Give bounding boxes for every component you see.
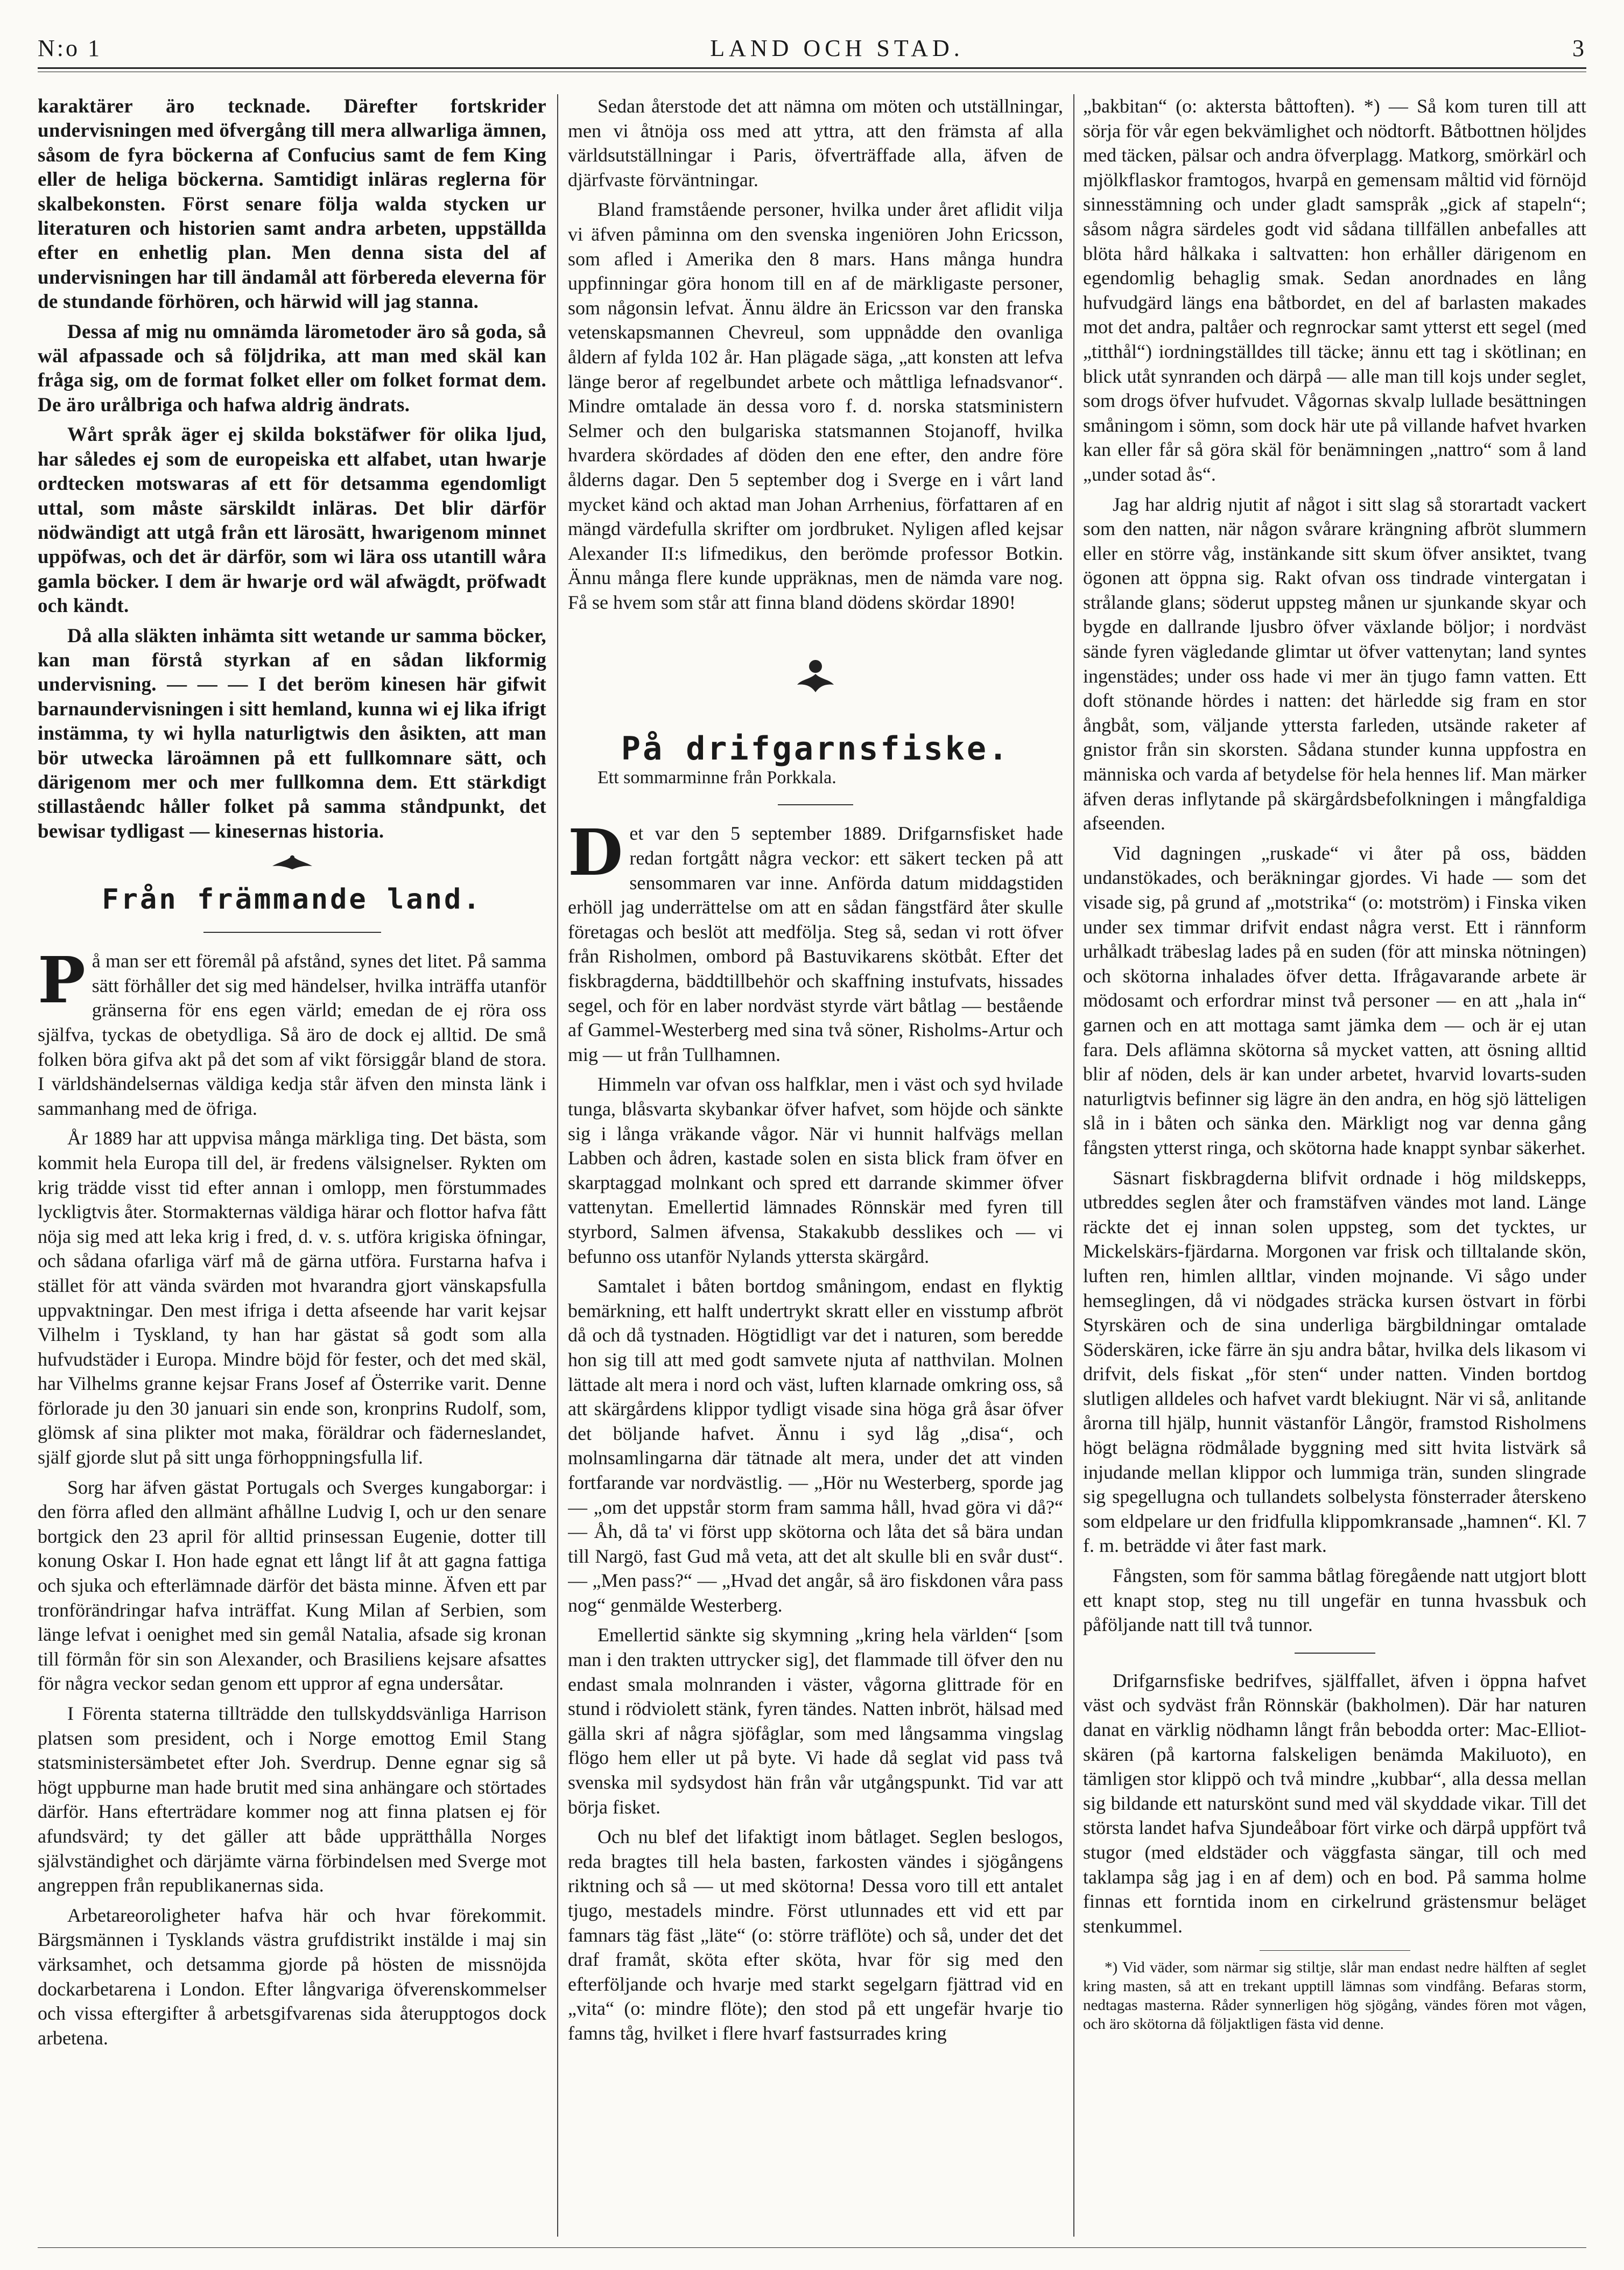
paragraph: I Förenta staterna tillträdde den tullskyddsvänliga Harrison platsen som president, och i Norge emottog Emil Stang statsministersämbetet efter Joh. Sverdrup. Denne egnar sig så högt uppburne man hade brutit med sina anhängare och störtades därför. Hans efterträdare kommer nog att finna platsen ej för afundsvärd; ty det gäller att både upprätthålla Norges självständighet och därjämte värna förbindelsen med Sverge mot angreppen från republikanernas sida. <box>38 1703 546 1896</box>
drop-cap: P <box>38 943 86 1018</box>
issue-number: N:o 1 <box>38 34 102 61</box>
paragraph: Säsnart fiskbragderna blifvit ordnade i hög mildskepps, utbreddes seglen åter och framstäfven vändes mot land. Länge räckte det ej innan solen uppsteg, som det tycktes, ur Mickelskärs-fjärdarna. Morgonen var frisk och tilltalande skön, luften ren, himlen alltlar, vinden mojnande. Vi sågo under hemseglingen, då vi nödgades sträcka kursen östvart in förbi Styrskären och de sina underliga bärgbildningar omtalade Söderskären, icke färre än sju andra båtar, hvilka dels likasom vi drifvit, dels fiskat „för sten“ under natten. Vinden bortdog slutligen alldeles och hafvet vardt blekiugnt. När vi så, anlitande årorna till hjälp, hunnit västanför Långör, framstod Risholmens högt belägna rödmålade byggning med sitt hvita listvärk så injudande mellan klippor och lummiga trän, sunden slingrade sig spegellugna och tullandets solbelysta fönsterrader återskeno som eldpelare ur den fridfulla klippomkransade „hamnen“. Kl. 7 f. m. beträdde vi åter fast mark. <box>1083 1166 1586 1557</box>
section-title: Från främmande land. <box>102 883 482 916</box>
column-divider <box>557 94 558 2237</box>
paragraph: Drifgarnsfiske bedrifves, själffallet, äfven i öppna hafvet väst och sydväst från Rönnskär (bakholmen). Där har naturen danat en värklig nödhamn långt från bebodda orter: Mac-Elliot-skären (på kartorna falskeligen benämda Makiluoto), en tämligen stor klippö och två mindre „kubbar“, alla dessa mellan sig bildande ett naturskönt sund med väl skyddade vikar. Till det största landet hafva Sjundeåboar fört virke och därpå uppfört två stugor (med eldstäder och väggfasta sängar, till och med taklampa såg jag i en af dem) och en bod. På samma holme finnas ett forntida inom en cirkelrund grästensmur beläget stenkummel. <box>1083 1669 1586 1937</box>
story-text-continued <box>1083 94 1586 1938</box>
paragraph: Fångsten, som för samma båtlag föregående natt utgjort blott ett knapt stop, steg nu till ungefär en tunna hvassbuk och påföljande natt till två tunnor. <box>1083 1565 1586 1636</box>
footnote-rule <box>1260 1950 1410 1951</box>
fraktur-article <box>38 94 546 844</box>
footnote: *) Vid väder, som närmar sig stiltje, slår man endast nedre hälften af seglet kring masten, så att en trekant upptill lämnas som vindfång. Befaras storm, nedtagas masterna. Råder synnerligen hög sjögång, vändes fören mot vågen, och äro skötorna då följaktligen fästa vid denne. <box>1083 1959 1586 2033</box>
paragraph: Och nu blef det lifaktigt inom båtlaget. Seglen beslogos, reda bragtes till hela basten, farkosten vändes i sjögångens riktning och så — ut med skötorna! Dessa voro till ett antalet tjugo, mestadels mindre. Först utlunnades ett vid ett par famnars täg fäst „läte“ (o: större träflöte) och så, under det det draf framåt, sköta efter sköta, hvar för sig med den efterföljande och hvarje med starkt segelgarn fjättrad vid en „vita“ (o: mindre flöte); den stod på ett ungefär hvarje tio famns tåg, hvilket i flere hvarf fastsurrades kring <box>568 1826 1063 2044</box>
paragraph: Sorg har äfven gästat Portugals och Sverges kungaborgar: i den förra afled den allmänt afhållne Ludvig I, och ur den senare bortgick den 23 april för alltid prinsessan Eugenie, dotter till konung Oskar I. Hon hade egnat ett långt lif åt att gagna fattiga och sjuka och efterlämnade därför det bästa minne. Äfven ett par tronförändringar hafva inträffat. Kung Milan af Serbien, som länge lefvat i oenighet med sin gemål Natalia, afsade sig kronan till förmån för sin son Alexander, och Brasiliens kejsare afsattes för några veckor sedan genom ett uppror af egna undersåtar. <box>38 1476 546 1695</box>
story-text <box>568 815 1063 2046</box>
paragraph: År 1889 har att uppvisa många märkliga ting. Det bästa, som kommit hela Europa till del, är fredens välsignelser. Rykten om krig trädde visst tid efter annan i omlopp, men förstummades lyckligtvis åter. Stormakternas väldiga härar och flottor hafva fått nöja sig med att leka krig i fred, d. v. s. utföra krigiska öfningar, och sådana ofarliga värf må de gärna utföra. Furstarna hafva i stället för att vända svärden mot hvarandra gjort vänskapsfulla uppvaktningar. Den mest ifriga i detta afseende har varit kejsar Vilhelm i Tyskland, ty han har gästat så godt som alla hufvudstäder i Europa. Mindre böjd för fester, och det med skäl, har Vilhelms granne kejsar Frans Josef af Österrike varit. Denne förlorade ju den 30 januari sin ende son, kronprins Rudolf, som, glömsk af sina plikter mot maka, föräldrar och fäderneslandet, själf gjorde slut på sitt unga förhoppningsfulla lif. <box>38 1127 546 1468</box>
paragraph-text: å man ser ett föremål på afstånd, synes det litet. På samma sätt förhåller det sig med händelser, hvilka inträffa utanför gränserna för ens egen värld; emedan de ej röra oss själfva, tyckas de obetydliga. Så äro de dock ej alltid. De små folken böra gifva akt på det som af vikt försiggår bland de stora. I världshändelsernas väldiga kedja står äfven den minsta länk i sammanhang med de öfriga. <box>38 950 546 1119</box>
paragraph: Emellertid sänkte sig skymning „kring hela världen“ [som man i den trakten uttrycker sig], det flammade till öfver den nu endast smala molnranden i väster, vågorna glittrade för en stund i rödviolett stänk, fyren tändes. Natten inbröt, hälsad med gälla skri af några sjöfåglar, som med långsamma vingslag flögo hem eller ut på byte. Vi hade då seglat vid pass två svenska mil sydsydost hän från vår utgångspunkt. Tid var att börja fisket. <box>568 1624 1063 1818</box>
column-1 <box>38 94 546 2253</box>
paragraph: Arbetareoroligheter hafva här och hvar förekommit. Bärgsmännen i Tysklands västra grufdistrikt instälde i maj sin värksamhet, och detsamma gjorde på hösten de missnöjda dockarbetarena i London. Efter långvariga öfverenskommelser och vissa eftergifter å arbetsgifvarenas sida återupptogos dock arbetena. <box>38 1904 546 2049</box>
drop-cap: D <box>568 815 623 890</box>
fleuron-icon <box>568 652 1063 698</box>
column-2 <box>568 94 1063 2253</box>
paragraph: Samtalet i båten bortdog småningom, endast en flyktig bemärkning, ett halft undertrykt skratt eller en visstump afbröt då och då tystnaden. Högtidligt var det i naturen, som beredde hon sig till att med godt samvete njuta af natthvilan. Molnen lättade alt mera i nord och väst, luften klarnade omkring oss, så att skärgårdens klippor tydligt visade sina höga grå åsar öfver det böljande hafvet. Ännu i syd låg „disa“, och molnsamlingarna där tätnade alt mera, under det att vinden fortfarande var nordvästlig. — „Hör nu Westerberg, sporde jag — „om det uppstår storm fram samma håll, hvad göra vi då?“ — Åh, då ta' vi först upp skötorna och låta det så bära undan till Nargö, fast Gud må veta, att det alt skulle bli en svår dust“. — „Men pass?“ — „Hvad det angår, så äro fiskdonen våra pass nog“ genmälde Westerberg. <box>568 1275 1063 1616</box>
column-3 <box>1083 94 1586 2253</box>
paragraph-text: et var den 5 september 1889. Drifgarnsfisket hade redan fortgått några veckor: ett säkert tecken på att sensommaren var inne. Anförda datum middagstiden erhöll jag underrättelse om att en sådan fängstfärd åter skulle företagas och beslöt att medfölja. Steg så, sedan vi rott öfver från Risholmen, ombord på Bastuvikarens skötbåt. Efter det fiskbragderna, bäddtillbehör och skaffning instufvats, hissades segel, och för en laber nordväst styrde värt båtlag — bestående af Gammel-Westerberg med sina två söner, Risholms-Artur och mig — ut från Tullhamnen. <box>568 823 1063 1065</box>
paragraph: Himmeln var ofvan oss halfklar, men i väst och syd hvilade tunga, blåsvarta skybankar öfver hafvet, som höjde och sänkte sig i långa vräkande vågor. När vi hunnit halfvägs mellan Labben och ådren, kastade solen en sista blick fram öfver en skarptaggad molnkant och spred ett darrande skimmer öfver vattenytan. Emellertid lämnades Rönnskär med fyren till styrbord, Salmen äfvensa, Stakakubb desslikes och — vi befunno oss utanför Nylands yttersta skärgård. <box>568 1073 1063 1267</box>
fleuron-icon <box>38 853 546 874</box>
header-rule <box>38 67 1586 69</box>
story-title: På drifgarnsfiske. <box>621 730 1010 768</box>
news-article <box>38 943 546 2050</box>
section-rule <box>1295 1653 1375 1654</box>
section-rule <box>778 804 853 805</box>
paragraph: „bakbitan“ (o: aktersta båttoften). *) — Så kom turen till att sörja för vår egen bekvämlighet och nödtorft. Båtbottnen höljdes med täcken, pälsar och andra öfverplagg. Matkorg, smörkärl och mjölkflaskor framtogos, hvarpå en gemensam måltid vid förnöjd sinnesstämning och under gladt samspråk „gick af stapeln“; såsom några särdeles godt vid sådana tillfällen anbefalles att blöta hård hålkaka i saltvatten: hon erhåller därigenom en egendomlig behaglig smak. Sedan anordnades en lång hufvudgärd längs ena båtbordet, en del af barlasten makades mot det andra, paltåer och regnrockar samt ytterst ett segel (med „titthål“) iordningställdes till täcke; ännu ett tag i skötlinan; en blick utåt synranden och därpå — alle man till kojs under seglet, som drogs öfver hufvudet. Vågornas skvalp lullade besättningen småningom i sömn, som dock här ute på villande hafvet hvarken kan eller får så göra skäl för benämningen „nattro“ som å land „under sotad ås“. <box>1083 95 1586 485</box>
paragraph: Jag har aldrig njutit af något i sitt slag så storartadt vackert som den natten, när någon svårare krängning afbröt slummern eller en större våg, instänkande sitt skum öfver ansiktet, tvang ögonen att öppna sig. Rakt ofvan oss tindrade vintergatan i strålande glans; söderut uppsteg månen ur sjunkande skyar och bygde en dallrande ljusbro öfver växlande böljor; i nordväst sände fyren vägledande glimtar ut öfver vattenytan; land syntes ingenstädes; under oss hade vi mer än tjugo famn vatten. Ett doft stönande hördes i natten: det härledde sig fram en stor ångbåt, som, väljande yttersta farleden, utsände raketer af gnistor från sin skorsten. Sådana stunder kunna uppfostra en människa och varda af betydelse för hela hennes lif. Man märker äfven deras inflytande på skärgårdsbefolkningen i mångfaldiga afseenden. <box>1083 493 1586 834</box>
paragraph: Då alla släkten inhämta sitt wetande ur samma böcker, kan man förstå styrkan af en sådan likformig undervisning. — — — I det beröm kinesen här gifwit barnaundervisningen i sitt hemland, kunna wi ej lika ifrigt instämma, ty wi hylla naturligtwis den åsikten, att man bör utwecka läroämnen på ett fullkomnare sätt, och därigenom mer och mer fullkomna dem. Ett stärkdigt stillaståendc håller folket på samma ståndpunkt, det bewisar tydligast — kinesernas historia. <box>38 624 546 842</box>
newspaper-title: LAND OCH STAD. <box>710 34 964 61</box>
page-number: 3 <box>1572 34 1586 61</box>
paragraph: karaktärer äro tecknade. Därefter fortskrider undervisningen med öfvergång till mera allwarliga ämnen, såsom de fyra böckerna af Confucius samt de fem King eller de heliga böckerna. Samtidigt inläras reglerna för skalbekonsten. Först senare följa walda stycken ur literaturen och historien samt andra arbeten, uppställda efter en enhetlig plan. Men denna sista del af undervisningen har till ändamål att förbereda eleverna för de stundande förhören, och härwid will jag stanna. <box>38 95 546 313</box>
news-article-continued <box>568 94 1063 615</box>
paragraph: Dessa af mig nu omnämda lärometoder äro så goda, så wäl afpassade och så följdrika, att man med skäl kan fråga sig, om de format folket eller om folket format dem. De äro urålbriga och hafwa aldrig ändrats. <box>38 320 546 416</box>
paragraph: Sedan återstode det att nämna om möten och utställningar, men vi åtnöja oss med att yttra, att den främsta af alla världsutställningar i Paris, öfverträffade alla, äfven de djärfvaste förväntningar. <box>568 95 1063 191</box>
column-divider <box>1073 94 1074 2237</box>
paragraph: Bland framstående personer, hvilka under året aflidit vilja vi äfven påminna om den svenska ingeniören John Ericsson, som afled i Amerika den 8 mars. Hans många hundra uppfinningar göra honom till en af de märkligaste personer, som någonsin lefvat. Ännu äldre än Ericsson var den franska vetenskapsmannen Chevreul, som uppnådde den ovanliga åldern af fylda 102 år. Han plägade säga, „att konsten att lefva länge beror af regelbundet arbete och måttliga lefnadsvanor“. Mindre omtalade än dessa voro f. d. norska statsministern Selmer och den bulgariska statsmannen Stojanoff, hvilka hvardera skördades af döden den ene efter, den andre före ålderns dagar. Den 5 september dog i Sverge en i vårt land mycket känd och aktad man Johan Arrhenius, författaren af en mängd värdefulla skrifter om jordbruket. Nyligen afled kejsar Alexander II:s lifmedikus, den berömde professor Botkin. Ännu många flere kunde uppräknas, men de nämda vare nog. Få se hvem som står att finna bland dödens skördar 1890! <box>568 199 1063 613</box>
paragraph: Wårt språk äger ej skilda bokstäfwer för olika ljud, har således ej som de europeiska ett alfabet, utan hwarje ordtecken motswaras af ett för detsamma egendomligt uttal, som måste särskildt inläras. Det blir därför nödwändigt att utgå från ett lärosätt, hwarigenom minnet uppöfwas, och det är därför, som wi lära oss utantill wåra gamla böcker. I dem är hwarje ord wäl afwägdt, pröfwadt och kändt. <box>38 424 546 617</box>
bottom-rule <box>38 2247 1586 2248</box>
paragraph <box>568 815 1063 1067</box>
page-header <box>38 31 1586 65</box>
paragraph: Vid dagningen „ruskade“ vi åter på oss, bädden undanstökades, och beräkningar gjordes. Vi hade — som det visade sig, på grund af „motstrika“ (o: motström) i Finska viken under sex timmar drifvit endast några verst. Ett i rännform urhålkadt träbeslag lades på en suden (för att minska nötningen) och skötorna inhalades öfver detta. Ifrågavarande arbete är mödosamt och erfordrar minst två personer — en att „hala in“ garnen och en att mottaga samt jämka dem — och är ej utan fara. Dels aflämna skötorna så mycket vatten, att ösning alltid blir af nöden, dels är kan under arbetet, hvarvid lovarts-suden naturligtvis befinner sig lägre än den andra, en hög sjö lätteligen slå in i båten och sänka den. Märkligt nog var denna gång fångsten ytterst ringa, och skötorna hade knappt synbar säkerhet. <box>1083 842 1586 1158</box>
story-subtitle: Ett sommarminne från Porkkala. <box>597 768 836 788</box>
paragraph <box>38 943 546 1121</box>
section-rule <box>203 932 381 933</box>
